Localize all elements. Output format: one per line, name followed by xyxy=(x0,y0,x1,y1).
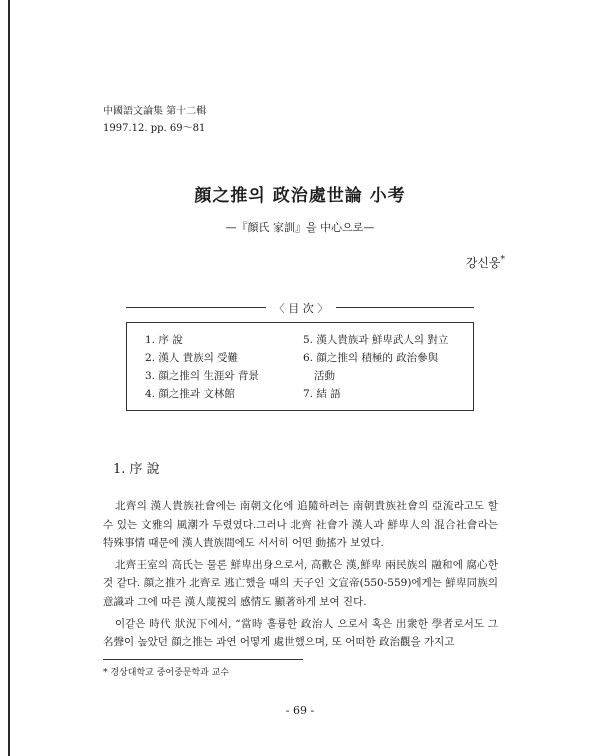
toc-item: 4. 顔之推과 文林館 xyxy=(145,388,235,400)
toc-item: 1. 序 說 xyxy=(145,334,183,346)
footnote: * 경상대학교 중어중문학과 교수 xyxy=(103,668,230,678)
toc-label: 〈 目 次 〉 xyxy=(273,302,329,315)
toc-item: 3. 顔之推의 生涯와 背景 xyxy=(145,370,259,382)
journal-name: 中國語文論集 第十二輯 xyxy=(103,106,207,117)
toc-item: 5. 漢人貴族과 鮮卑武人의 對立 xyxy=(303,334,449,346)
body-text xyxy=(103,497,498,655)
toc-box xyxy=(126,322,474,411)
author xyxy=(466,254,505,271)
journal-info: 1997.12. pp. 69～81 xyxy=(103,123,206,134)
toc-left-column xyxy=(145,331,259,403)
page-number: - 69 - xyxy=(285,704,315,717)
toc-item: 2. 漢人 貴族의 受難 xyxy=(145,352,239,364)
paragraph: 北齊王室의 高氏는 물론 鮮卑出身으로서, 高歡은 漢,鮮卑 兩民族의 融和에 腐心한 것 같다. 顔之推가 北齊로 逃亡했을 때의 天子인 文宣帝(550-559)에게는 鮮卑同族의 意識과 그에 따른 漢人蔑視의 感情도 顯著하게 보여 진다. xyxy=(103,558,498,608)
journal-header xyxy=(103,103,206,137)
toc-item: 活動 xyxy=(314,370,335,382)
toc-rule-left xyxy=(126,307,266,308)
paper-title: 顔之推의 政治處世論 小考 xyxy=(194,186,406,206)
toc-right-column xyxy=(303,331,448,403)
section-heading: 1. 序 說 xyxy=(113,462,160,477)
author-mark: * xyxy=(500,255,505,265)
scan-edge xyxy=(8,0,10,756)
footnote-rule xyxy=(103,659,303,660)
paragraph: 이같은 時代 狀況下에서, “當時 훌륭한 政治人 으로서 혹은 出衆한 學者로서도 그 名聲이 높았던 顔之推는 과연 어떻게 處世했으며, 또 어떠한 政治觀을 가지고 xyxy=(103,617,498,649)
toc-item: 6. 顔之推의 積極的 政治參與 xyxy=(303,352,439,364)
toc-rule-right xyxy=(336,307,474,308)
author-name: 강신웅 xyxy=(465,256,501,270)
paper-subtitle: —『顔氏 家訓』을 中心으로— xyxy=(225,221,375,234)
paragraph: 北齊의 漢人貴族社會에는 南朝文化에 追隨하려는 南朝貴族社會의 亞流라고도 할 수 있는 文雅의 風潮가 두렸였다.그러나 北齊 社會가 漢人과 鮮卑人의 混合社會라는 特殊事情 때문에 漢人貴族間에도 서서히 어떤 動搖가 보였다. xyxy=(103,500,498,550)
toc-item: 7. 結 語 xyxy=(303,388,341,400)
